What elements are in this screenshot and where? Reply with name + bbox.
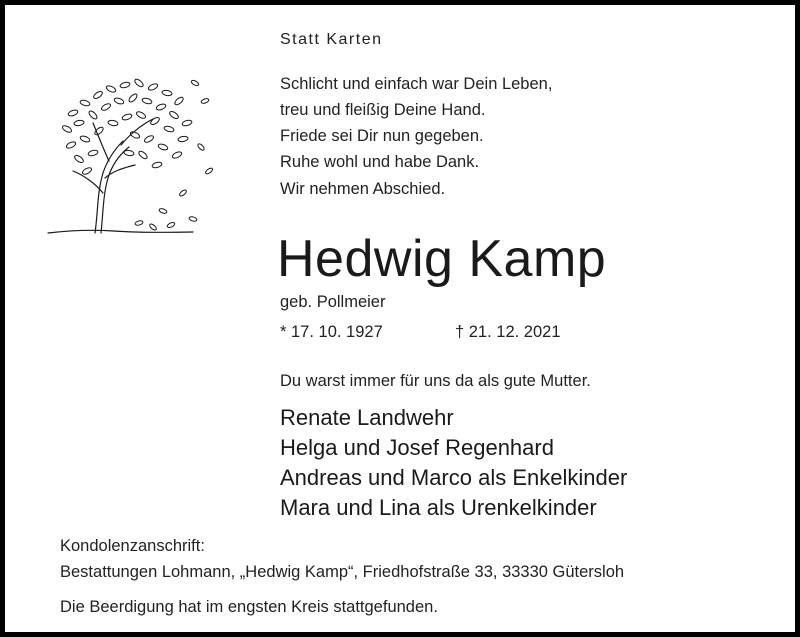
birth-date: * 17. 10. 1927 <box>280 323 383 341</box>
mourner-entry: Renate Landwehr <box>280 405 454 430</box>
poem-line: Ruhe wohl und habe Dank. <box>280 153 480 171</box>
mourner-entry: Mara und Lina als Urenkelkinder <box>280 495 597 520</box>
tribute-text: Du warst immer für uns da als gute Mutter. <box>280 372 591 390</box>
poem-line: Friede sei Dir nun gegeben. <box>280 127 484 145</box>
condolence-address-line: Bestattungen Lohmann, „Hedwig Kamp“, Friedhofstraße 33, 33330 Gütersloh <box>60 563 625 581</box>
maiden-name: geb. Pollmeier <box>280 293 386 311</box>
funeral-note: Die Beerdigung hat im engsten Kreis stattgefunden. <box>60 598 438 616</box>
windblown-tree-icon <box>43 43 223 243</box>
poem-line: Schlicht und einfach war Dein Leben, <box>280 75 553 93</box>
poem-line: treu und fleißig Deine Hand. <box>280 101 486 119</box>
farewell-text: Wir nehmen Abschied. <box>280 180 446 198</box>
deceased-name: Hedwig Kamp <box>277 230 607 288</box>
mourner-entry: Helga und Josef Regenhard <box>280 435 554 460</box>
condolence-label: Kondolenzanschrift: <box>60 537 205 555</box>
statt-karten-heading: Statt Karten <box>280 31 383 48</box>
poem <box>280 71 552 175</box>
death-date: † 21. 12. 2021 <box>455 323 561 341</box>
mourners-list <box>280 403 627 523</box>
condolence-address <box>60 533 624 585</box>
mourner-entry: Andreas und Marco als Enkelkinder <box>280 465 628 490</box>
